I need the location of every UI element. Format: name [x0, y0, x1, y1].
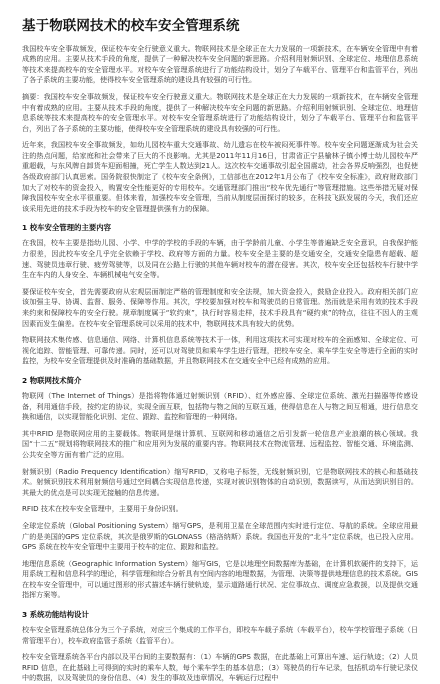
intro-paragraph: 我国校车安全事故频发，保证校车安全行驶意义重大。物联网技术是全球正在大力发展的一项新技术，在车辆安全管理中有着成熟的应用。主要从技术手段的角度，提供了一种解决校车安全问题的新思路。介绍利用射频识别、全球定位、地理信息系统等技术来提高校车的安全管理水平。对校车安全管理系统进行了功能结构设计，划分了车载平台、管理平台和监管平台，列出了各子系统的主要功能，使得校车安全管理系统的建设具有较强的可行性。 [22, 43, 418, 85]
section-1-paragraph-1: 在我国，校车主要是指幼儿园、小学、中学的学校的手段的车辆，由于学龄前儿童、小学生等普遍缺乏安全意识，自我保护能力很差，因此校车安全几乎完全依赖于学校、政府等方面的力量。校车安全是主要的是交通安全，交通安全隐患有超载、超速、驾驶员违章行驶、疲劳驾驶等，以及同在公路上行驶的其他车辆对校车的潜在侵害。其次，校车安全还包括校车行驶中学生在车内的人身安全、车辆机械电气安全等。 [22, 238, 418, 280]
background-paragraph: 近年来，我国校车安全事故频发，如幼儿园校车重大交通事故、幼儿遗忘在校车被闷死事件等。校车安全问题逐渐成为社会关注的热点问题，给家庭和社会带来了巨大的不良影响。尤其是2011年11月16日，甘肃省正宁县榆林子镇小博士幼儿园校车严重超载，与东风牌自卸货车迎面相撞，死亡学生人数达到21人。这次校车交通事故引起全国震动，社会各界反响强烈，也促使各级政府部门认真思索。国务院很快制定了《校车安全条例》，工信部也在2012年1月公布了《校车安全标准》，政府财政部门加大了对校车的资金投入，购置安全性能更好的专用校车。交通管理部门推出“校车优先通行”等管理措施。这些举措无疑对保障我国校车安全水平很重要。但体来看，加强校车安全管理，当前从制度层面探讨的较多，在科技飞跃发展的今天，我们还应该采用先进的技术手段为校车的安全管理提供强有力的保障。 [22, 140, 418, 213]
section-1-paragraph-2: 要保证校车安全，首先需要政府从宏观层面制定严格的管理制度和安全法规，加大资金投入，鼓励企业投入。政府相关部门应该加强主导、协调、监督、服务、保障等作用。其次，学校要加强对校车和驾驶员的日常管理。然而就是采用有效的技术手段来约束和保障校车的安全行驶。规章制度属于“软约束”，执行时容易走样，技术手段具有“硬约束”的特点，往往不因人的主观因素而发生偏差。在校车安全管理系统可以采用的技术中，物联网技术具有较大的优势。 [22, 286, 418, 328]
section-2-paragraph-2: 其中RFID 是物联网应用的主要载体。物联网是继计算机、互联网和移动通信之后引发新一轮信息产业浪潮的核心领域。我国“十二五”规划将物联网技术的推广和应用列为发展的重要内容。物联网技术在物流管理、远程监控、智能交通、环境监测、公共安全等方面有着广泛的应用。 [22, 428, 418, 459]
section-2-paragraph-4: RFID 技术在校车安全管理中，主要用于身份识别。 [22, 504, 183, 514]
section-heading-2: 2 物联网技术简介 [22, 375, 82, 385]
section-2-paragraph-6: 地理信息系统（Geographic Information System）缩写GIS，它是以地理空间数据库为基础，在计算机软硬件的支持下，运用系统工程和信息科学的理论，科学管理和综合分析具有空间内容的地理数据，为管理、决策等提供地理信息的技术系统。GIS 在校车安全管理中，可以通过图形的形式描述车辆行驶轨迹，显示道路通行状况、定位事故点、调度应急救援，以及提供交通指挥方案等。 [22, 558, 418, 600]
section-heading-3: 3 系统功能结构设计 [22, 610, 89, 620]
section-2-paragraph-3: 射频识别（Radio Frequency Identification）缩写RFID，又称电子标签，无线射频识别，它是物联网技术的核心和基础技术。射频识别技术利用射频信号通过空间耦合实现信息传递，实现对被识别物体的自动识别，数据读写，从而达到识别目的。其最大的优点是可以实现无接触的信息传递。 [22, 466, 418, 497]
section-2-paragraph-1: 物联网（The Internet of Things）是指将物体通过射频识别（RFID）、红外感应器、全球定位系统、激光扫描器等传感设备，利用通信手段，按约定的协议，实现全面互联，包括物与物之间的互联互通，使得信息在人与物之间互相通，进行信息交换和通信，以实现智能化识别、定位、跟踪、监控和管理的一种网络。 [22, 390, 418, 422]
section-3-paragraph-1: 校车安全管理系统总体分为三个子系统，对应三个集成的工作平台，即校车车载子系统（车载平台），校车学校管理子系统（日常管理平台），校车政府监管子系统（监管平台）。 [22, 625, 418, 645]
abstract-paragraph: 摘要：我国校车安全事故频发，保证校车安全行驶意义重大。物联网技术是全球正在大力发展的一项新技术，在车辆安全管理中有着成熟的应用。主要从技术手段的角度，提供了一种解决校车安全问题的新思路。介绍利用射频识别、全球定位、地理信息系统等技术来提高校车的安全管理水平。对校车安全管理系统进行了功能结构设计，划分了车载平台、管理平台和监管平台，列出了各子系统的主要功能，使得校车安全管理系统的建设具有较强的可行性。 [22, 91, 418, 133]
section-2-paragraph-5: 全球定位系统（Global Positioning System）缩写GPS，是利用卫星在全球范围内实时进行定位、导航的系统。全球应用最广的是美国的GPS 定位系统，其次是俄罗斯的GLONASS（格洛纳斯）系统。我国也开发的“北斗”定位系统，也已投入应用。GPS 系统在校车安全管理中主要用于校车的定位、跟踪和监控。 [22, 520, 418, 552]
section-heading-1: 1 校车安全管理的主要内容 [22, 223, 112, 233]
section-3-paragraph-2: 校车安全管理系统各平台内部以及平台间的主要数据有：（1）车辆的GPS 数据，在此基础上可算出车速、运行轨迹；（2）人员RFID 信息，在此基础上可得到的实时的乘车人数，每个乘车学生的基本信息；（3）驾驶员的行车记录，包括机动车行驶记录仪中的数据，以及驾驶员的身份信息、（4）发生的事故及违章情况，车辆运行过程中 [22, 652, 418, 683]
section-1-paragraph-3: 物联网技术集传感、信息通信、网络、计算机信息系统等技术于一体，利用这项技术可实现对校车的全面感知、全球定位、可视化追踪、智能管理、可靠传递。同时，还可以对驾驶员和乘车学生进行管理，把校车安全、乘车学生安全等进行全面的实时监控，为校车安全管理提供及时准确的基础数据，并且物联网技术在交通安全中已经有成熟的应用。 [22, 335, 418, 366]
page-title: 基于物联网技术的校车安全管理系统 [22, 18, 240, 34]
